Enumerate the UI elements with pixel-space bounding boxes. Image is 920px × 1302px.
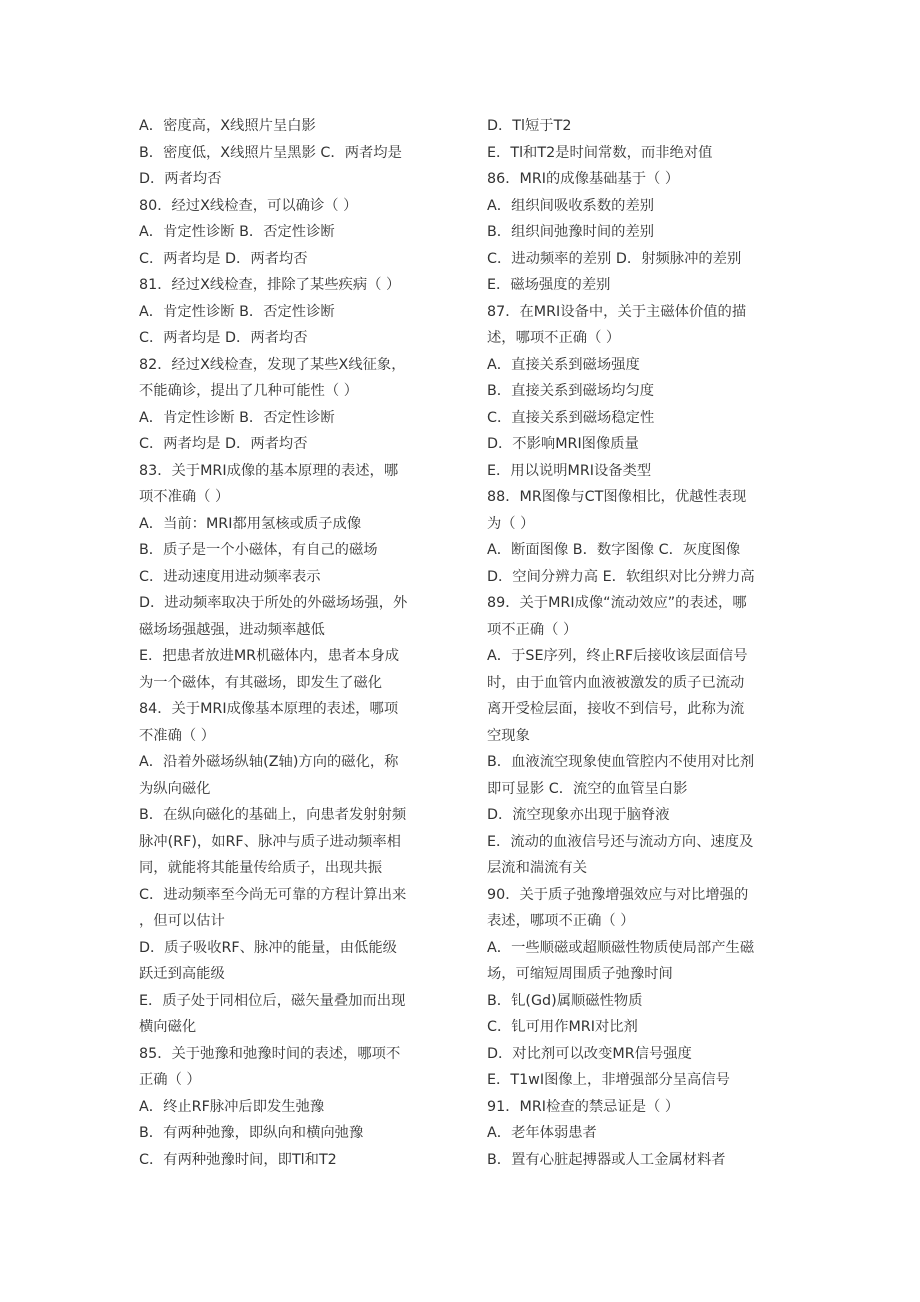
text-line: E．T1wI图像上，非增强部分呈高信号	[487, 1072, 730, 1088]
text-line: B．置有心脏起搏器或人工金属材料者	[487, 1151, 726, 1168]
text-line: 为（ ）	[487, 515, 535, 532]
text-line: C．钆可用作MRI对比剂	[487, 1019, 638, 1035]
text-line: B．钆(Gd)属顺磁性物质	[487, 992, 643, 1009]
text-line: 时，由于血管内血液被激发的质子已流动	[487, 674, 745, 691]
text-line: A．肯定性诊断 B．否定性诊断	[139, 224, 335, 240]
text-line: E．用以说明MRI设备类型	[487, 462, 652, 479]
text-line: 84．关于MRI成像基本原理的表述，哪项	[139, 701, 399, 717]
text-line: D．进动频率取决于所处的外磁场场强，外	[139, 595, 408, 611]
text-line: D．流空现象亦出现于脑脊液	[487, 807, 670, 823]
text-line: D．Tl短于T2	[487, 118, 572, 134]
text-line: B．在纵向磁化的基础上，向患者发射射频	[139, 807, 407, 823]
text-line: 90．关于质子弛豫增强效应与对比增强的	[487, 886, 749, 903]
text-line: A．于SE序列，终止RF后接收该层面信号	[487, 648, 748, 664]
text-line: C．两者均是 D．两者均否	[139, 250, 308, 267]
text-line: B．直接关系到磁场均匀度	[487, 383, 655, 399]
text-line: 表述，哪项不正确（ ）	[487, 913, 635, 929]
text-line: D．不影响MRI图像质量	[487, 436, 639, 452]
text-line: B．有两种弛豫，即纵向和横向弛豫	[139, 1125, 364, 1141]
text-line: D．两者均否	[139, 171, 222, 187]
text-line: E．质子处于同相位后，磁矢量叠加而出现	[139, 992, 406, 1009]
text-line: 场，可缩短周围质子弛豫时间	[487, 966, 673, 982]
text-line: A．密度高，X线照片呈白影	[139, 118, 316, 134]
text-line: 脉冲(RF)，如RF、脉冲与质子进动频率相	[139, 833, 401, 850]
text-line: 80．经过X线检查，可以确诊（ ）	[139, 197, 358, 214]
text-line: B．质子是一个小磁体，有自己的磁场	[139, 542, 378, 558]
text-line: 87．在MRI设备中，关于主磁体价值的描	[487, 303, 747, 320]
text-line: 空现象	[487, 727, 530, 744]
text-line: 82．经过X线检查，发现了某些X线征象，	[139, 356, 406, 373]
text-line: C．进动频率至今尚无可靠的方程计算出来	[139, 886, 407, 903]
text-line: A．断面图像 B．数字图像 C．灰度图像	[487, 542, 741, 558]
text-line: 为纵向磁化	[139, 780, 211, 797]
right-column	[487, 113, 787, 1173]
left-column	[139, 113, 439, 1173]
text-line: 同，就能将其能量传给质子，出现共振	[139, 860, 383, 876]
text-line: C．进动频率的差别 D．射频脉冲的差别	[487, 250, 742, 267]
text-line: C．两者均是 D．两者均否	[139, 330, 308, 346]
text-line: 为一个磁体，有其磁场，即发生了磁化	[139, 674, 383, 691]
text-line: A．终止RF脉冲后即发生弛豫	[139, 1098, 325, 1115]
text-line: B．血液流空现象使血管腔内不使用对比剂	[487, 754, 755, 770]
text-line: 述，哪项不正确（ ）	[487, 330, 621, 346]
text-line: 项不准确（ ）	[139, 489, 230, 505]
text-line: 层流和湍流有关	[487, 860, 588, 876]
text-line: A．组织间吸收系数的差别	[487, 197, 655, 214]
text-line: D．质子吸收RF、脉冲的能量，由低能级	[139, 939, 397, 956]
text-line: 不准确（ ）	[139, 727, 216, 744]
text-line: ，但可以估计	[139, 913, 225, 929]
text-line: 跃迁到高能级	[139, 966, 225, 982]
text-line: A．一些顺磁或超顺磁性物质使局部产生磁	[487, 939, 755, 956]
text-line: A．沿着外磁场纵轴(Z轴)方向的磁化，称	[139, 754, 399, 770]
text-line: C．进动速度用进动频率表示	[139, 568, 321, 585]
text-line: 横向磁化	[139, 1019, 197, 1035]
text-line: 91．MRI检查的禁忌证是（ ）	[487, 1098, 680, 1115]
text-line: 不能确诊，提出了几种可能性（ ）	[139, 383, 358, 399]
text-line: A．老年体弱患者	[487, 1125, 597, 1141]
text-line: D．空间分辨力高 E．软组织对比分辨力高	[487, 568, 755, 585]
text-line: 离开受检层面，接收不到信号，此称为流	[487, 701, 745, 717]
text-line: A．当前：MRI都用氢核或质子成像	[139, 515, 362, 532]
text-line: 89．关于MRI成像“流动效应”的表述，哪	[487, 595, 747, 611]
text-line: B．密度低，X线照片呈黑影 C．两者均是	[139, 144, 402, 161]
text-line: 即可显影 C．流空的血管呈白影	[487, 780, 688, 797]
text-line: A．直接关系到磁场强度	[487, 356, 640, 373]
text-line: E．Tl和T2是时间常数，而非绝对值	[487, 144, 713, 161]
text-line: C．有两种弛豫时间，即Tl和T2	[139, 1151, 337, 1168]
text-line: E．流动的血液信号还与流动方向、速度及	[487, 833, 754, 850]
text-line: 正确（ ）	[139, 1072, 201, 1088]
text-line: E．把患者放进MR机磁体内，患者本身成	[139, 648, 400, 664]
text-line: 85．关于弛豫和弛豫时间的表述，哪项不	[139, 1045, 401, 1062]
text-line: A．肯定性诊断 B．否定性诊断	[139, 409, 335, 426]
text-line: A．肯定性诊断 B．否定性诊断	[139, 303, 335, 320]
text-line: C．直接关系到磁场稳定性	[487, 409, 655, 426]
text-line: 88．MR图像与CT图像相比，优越性表现	[487, 489, 747, 505]
text-line: B．组织间弛豫时间的差别	[487, 224, 655, 240]
text-line: 86．MRI的成像基础基于（ ）	[487, 171, 680, 187]
text-line: 83．关于MRI成像的基本原理的表述，哪	[139, 462, 399, 479]
text-line: 磁场场强越强，进动频率越低	[139, 621, 325, 638]
text-line: D．对比剂可以改变MR信号强度	[487, 1045, 692, 1062]
text-line: E．磁场强度的差别	[487, 277, 611, 293]
text-line: 81．经过X线检查，排除了某些疾病（ ）	[139, 277, 401, 293]
text-line: 项不正确（ ）	[487, 621, 578, 638]
text-line: C．两者均是 D．两者均否	[139, 436, 308, 452]
